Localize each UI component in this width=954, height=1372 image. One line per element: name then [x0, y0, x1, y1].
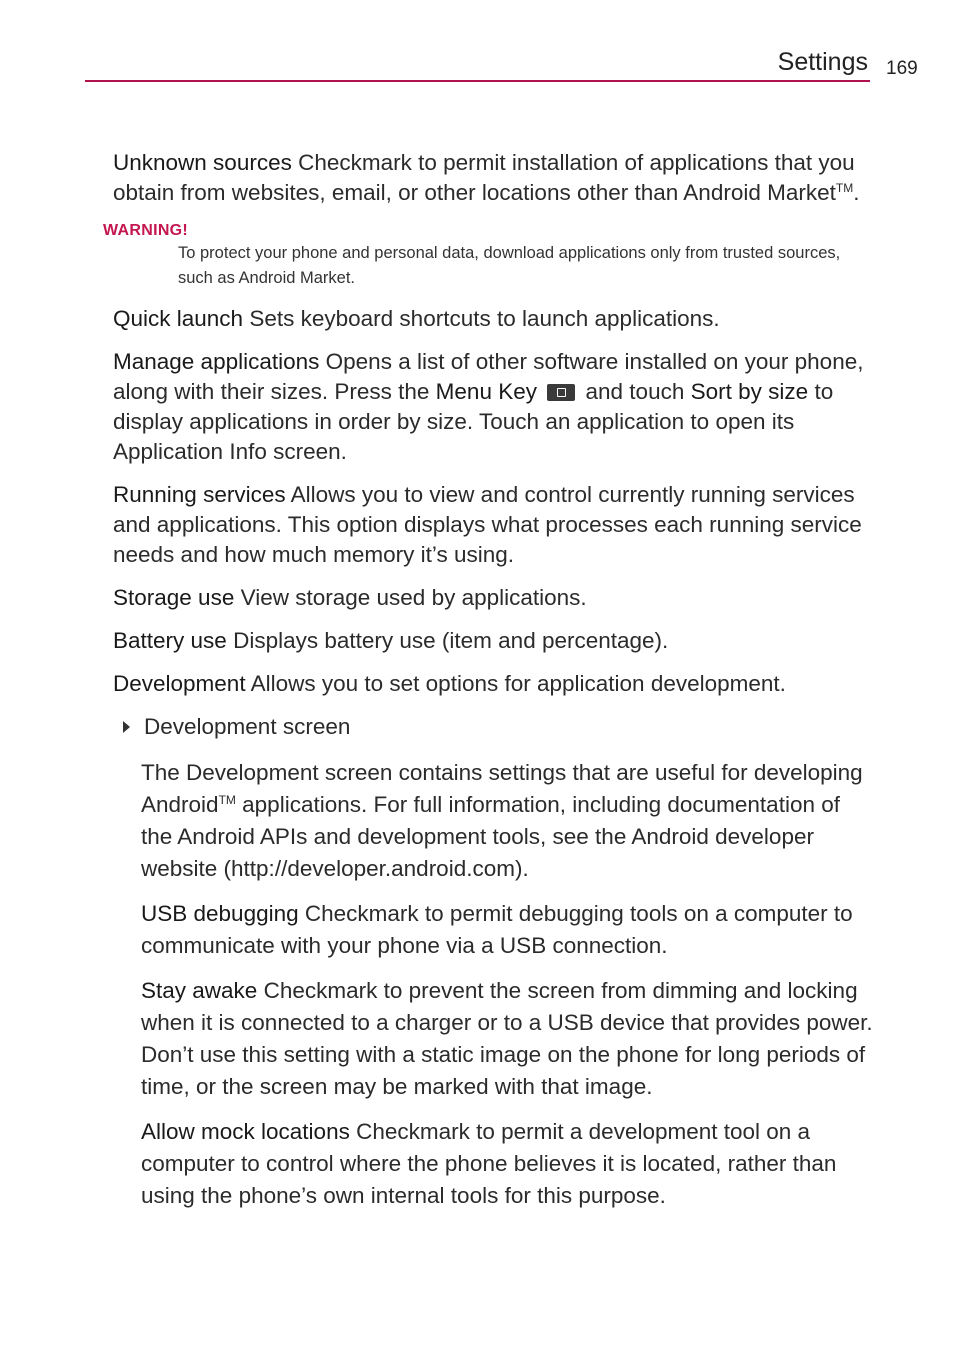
quick-launch-entry — [113, 304, 873, 334]
manage-applications-entry — [113, 347, 873, 467]
menu-key-term: Menu Key — [435, 379, 537, 404]
stay-awake-entry — [141, 975, 876, 1103]
running-services-desc: Allows you to view and control currently running services and applications. This option displays what processes each running service needs and how much memory it’s using. — [113, 482, 862, 567]
unknown-sources-term: Unknown sources — [113, 150, 292, 175]
warning-text: To protect your phone and personal data, download applications only from trusted sources, such as Android Market. — [178, 244, 841, 287]
usb-debugging-term: USB debugging — [141, 901, 299, 926]
unknown-sources-entry — [113, 148, 873, 208]
storage-use-term: Storage use — [113, 585, 235, 610]
mock-locations-term: Allow mock locations — [141, 1119, 350, 1144]
quick-launch-term: Quick launch — [113, 306, 244, 331]
running-services-entry — [113, 480, 873, 570]
development-screen-intro-2: applications. For full information, including documentation of the Android APIs and development tools, see the Android developer website (http://developer.android.com). — [141, 792, 840, 881]
development-term: Development — [113, 671, 246, 696]
header-divider — [85, 80, 870, 82]
sort-by-size-term: Sort by size — [690, 379, 809, 404]
menu-key-icon — [547, 384, 575, 401]
development-entry — [113, 669, 873, 699]
unknown-sources-desc: Checkmark to permit installation of applications that you obtain from websites, email, or other locations other than Android Market — [113, 150, 855, 205]
storage-use-desc: View storage used by applications. — [240, 585, 587, 610]
mock-locations-desc: Checkmark to permit a development tool on a computer to control where the phone believes it is located, rather than using the phone’s own internal tools for this purpose. — [141, 1119, 837, 1208]
usb-debugging-desc: Checkmark to permit debugging tools on a computer to communicate with your phone via a USB connection. — [141, 901, 853, 958]
battery-use-desc: Displays battery use (item and percentage). — [233, 628, 669, 653]
page-number: 169 — [886, 58, 918, 79]
running-services-term: Running services — [113, 482, 286, 507]
development-screen-label: Development screen — [144, 714, 351, 739]
battery-use-term: Battery use — [113, 628, 227, 653]
unknown-sources-end: . — [853, 180, 860, 205]
development-screen-intro-1: The Development screen contains settings that are useful for developing Android — [141, 760, 863, 817]
development-screen-section — [141, 757, 876, 1212]
warning-block — [103, 221, 873, 290]
development-desc: Allows you to set options for application development. — [250, 671, 786, 696]
quick-launch-desc: Sets keyboard shortcuts to launch applications. — [249, 306, 720, 331]
manage-applications-term: Manage applications — [113, 349, 320, 374]
battery-use-entry — [113, 626, 873, 656]
usb-debugging-entry — [141, 898, 876, 962]
trademark-mark: TM — [835, 181, 854, 195]
manage-applications-desc-2: and touch — [585, 379, 685, 404]
warning-label: WARNING! — [103, 222, 189, 239]
page-content — [103, 148, 873, 1225]
mock-locations-entry — [141, 1116, 876, 1212]
manage-applications-desc-1: Opens a list of other software installed on your phone, along with their sizes. Press the — [113, 349, 864, 404]
trademark-mark: TM — [218, 793, 236, 807]
triangle-bullet-icon — [123, 721, 130, 733]
development-screen-intro — [141, 757, 876, 885]
storage-use-entry — [113, 583, 873, 613]
development-screen-heading — [113, 712, 873, 742]
page-header-title: Settings — [777, 48, 868, 76]
stay-awake-term: Stay awake — [141, 978, 258, 1003]
stay-awake-desc: Checkmark to prevent the screen from dimming and locking when it is connected to a charger or to a USB device that provides power. Don’t use this setting with a static image on the phone for long periods of time, or the screen may be marked with that image. — [141, 978, 873, 1099]
manage-applications-desc-3: to display applications in order by size. Touch an application to open its Application Info screen. — [113, 379, 834, 464]
